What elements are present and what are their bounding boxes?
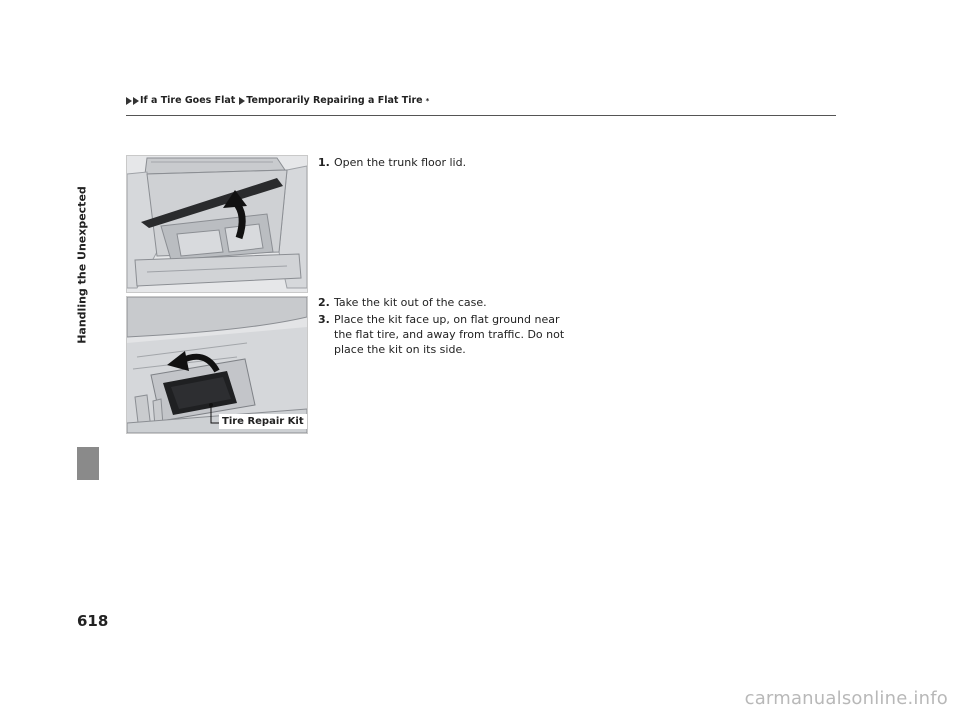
section-side-label: Handling the Unexpected: [75, 186, 89, 344]
step-text: Place the kit face up, on flat ground near the flat tire, and away from traffic. Do not place the kit on its side.: [334, 313, 565, 356]
header-divider: [126, 115, 836, 116]
breadcrumb-arrow-icon: [133, 97, 139, 105]
option-marker: *: [425, 96, 430, 105]
page-number: 618: [77, 612, 109, 630]
breadcrumb-item-flat-tire[interactable]: If a Tire Goes Flat: [140, 95, 236, 106]
site-watermark: carmanualsonline.info: [744, 688, 948, 709]
tire-repair-kit-callout: Tire Repair Kit: [219, 414, 307, 429]
open-trunk-floor-lid-illustration-icon: [127, 156, 307, 292]
breadcrumb: [126, 95, 429, 106]
steps-group-kit: [318, 295, 578, 357]
step-number: 3.: [318, 313, 330, 326]
step-item: [318, 312, 578, 357]
tire-repair-kit-illustration-icon: [127, 297, 307, 433]
step-item: [318, 155, 578, 170]
breadcrumb-item-temporary-repair[interactable]: Temporarily Repairing a Flat Tire: [246, 95, 423, 106]
step-text: Take the kit out of the case.: [334, 296, 487, 309]
trunk-floor-lid-illustration: [126, 155, 308, 293]
breadcrumb-arrow-icon: [239, 97, 245, 105]
step-number: 2.: [318, 296, 330, 309]
step-number: 1.: [318, 156, 330, 169]
breadcrumb-arrow-icon: [126, 97, 132, 105]
step-text: Open the trunk floor lid.: [334, 156, 467, 169]
steps-group-open-lid: [318, 155, 578, 170]
section-tab[interactable]: [77, 447, 99, 480]
step-item: [318, 295, 578, 310]
